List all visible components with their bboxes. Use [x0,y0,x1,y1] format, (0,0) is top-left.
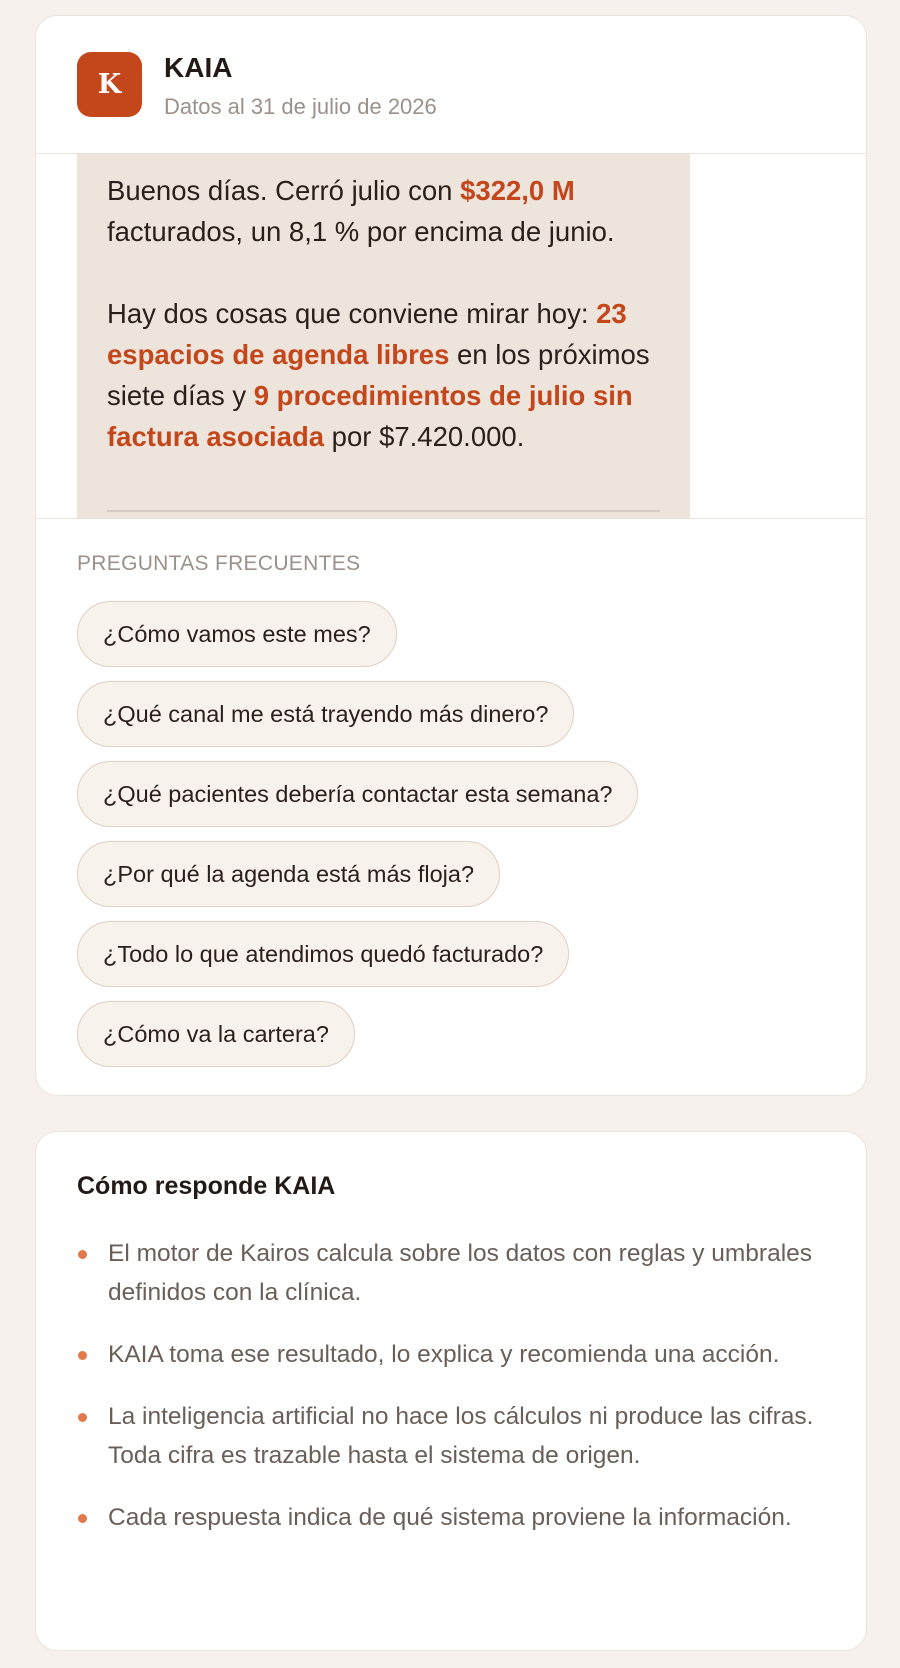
bullet-dot-icon [78,1351,87,1360]
avatar-letter: K [97,69,122,100]
free-slots-highlight: 23 espacios de agenda libres [107,298,627,370]
message-text: Buenos días. Cerró julio con [107,175,461,206]
faq-chip-agenda-slow[interactable]: ¿Por qué la agenda está más floja? [77,841,500,907]
info-item [77,1234,827,1312]
faq-chip-portfolio[interactable]: ¿Cómo va la cartera? [77,1001,355,1067]
chat-header [36,16,866,154]
chat-card [35,15,867,1096]
billed-total-highlight: $322,0 M [460,175,575,206]
faq-chip-patients-to-contact[interactable]: ¿Qué pacientes debería contactar esta semana? [77,761,638,827]
info-item [77,1498,827,1537]
info-item [77,1397,827,1475]
unbilled-procedures-highlight: 9 procedimientos de julio sin factura asociada [107,380,633,452]
message-paragraph-2 [107,293,660,457]
info-card [35,1131,867,1651]
faq-chip-all-billed[interactable]: ¿Todo lo que atendimos quedó facturado? [77,921,569,987]
assistant-name: KAIA [164,52,233,83]
data-date: Datos al 31 de julio de 2026 [164,94,437,119]
bullet-dot-icon [78,1514,87,1523]
info-item [77,1335,827,1374]
info-list [77,1234,827,1560]
faq-list [77,601,638,1081]
info-item-text: El motor de Kairos calcula sobre los datos con reglas y umbrales definidos con la clínica. [108,1240,813,1306]
info-title: Cómo responde KAIA [77,1172,336,1200]
message-area[interactable] [36,154,866,519]
bubble-divider [107,510,660,512]
message-paragraph-1 [107,170,660,252]
message-text: facturados, un 8,1 % por encima de junio. [107,216,615,247]
faq-section-label: PREGUNTAS FRECUENTES [77,552,361,575]
info-item-text: KAIA toma ese resultado, lo explica y recomienda una acción. [108,1341,780,1368]
bullet-dot-icon [78,1413,87,1422]
info-item-text: Cada respuesta indica de qué sistema proviene la información. [108,1504,792,1531]
message-text: por $7.420.000. [324,421,525,452]
assistant-message-bubble [77,154,690,519]
message-text: Hay dos cosas que conviene mirar hoy: [107,298,597,329]
info-item-text: La inteligencia artificial no hace los cálculos ni produce las cifras. Toda cifra es trazable hasta el sistema de origen. [108,1403,814,1469]
bullet-dot-icon [78,1250,87,1259]
faq-chip-month-status[interactable]: ¿Cómo vamos este mes? [77,601,397,667]
message-text: en los próximos siete días y [107,339,650,411]
faq-chip-top-channel[interactable]: ¿Qué canal me está trayendo más dinero? [77,681,574,747]
kaia-avatar [77,52,142,117]
